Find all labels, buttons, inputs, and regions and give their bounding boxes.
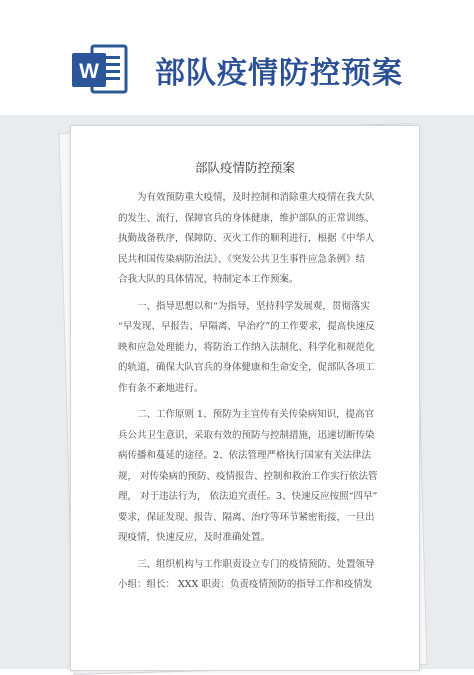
text-line: 病传播和蔓延的途径。2、依法管理严格执行国家有关法律法 bbox=[118, 450, 372, 461]
document-body bbox=[118, 158, 378, 602]
text-line: 规， 对传染病的预防、疫情报告、控制和救治工作实行依法管 bbox=[118, 470, 378, 482]
text-line: 理， 对于违法行为， 依法追究责任。3、快速反应按照“四早” bbox=[118, 491, 378, 502]
paragraph-guiding-ideology bbox=[118, 297, 375, 400]
text-line: 现疫情，快速反应，及时准确处置。 bbox=[118, 532, 271, 543]
banner-title: 部队疫情防控预案 bbox=[155, 56, 403, 91]
document-title: 部队疫情防控预案 bbox=[194, 160, 295, 175]
paragraph-intro bbox=[118, 188, 375, 291]
text-line: “早发现、早报告、早隔离、早治疗”的工作要求，提高快速反 bbox=[118, 321, 375, 332]
text-line: 民共和国传染病防治法》、《突发公共卫生事件应急条例》结 bbox=[118, 253, 366, 265]
text-line: 一、指导思想以和“为指导，坚持科学发展观，贯彻落实 bbox=[137, 300, 370, 312]
text-line: 映和应急处理能力，将防治工作纳入法制化、科学化和规范化 bbox=[118, 341, 375, 353]
preview-banner bbox=[0, 0, 474, 115]
text-line: 兵公共卫生意识，采取有效的预防与控制措施，迅速切断传染 bbox=[118, 429, 375, 441]
text-line: 要求，保证发现、报告、隔离、治疗等环节紧密衔接，一旦出 bbox=[118, 511, 375, 523]
text-line: 小组：组长： XXX 职责：负责疫情预防的指导工作和疫情发 bbox=[118, 579, 373, 590]
text-line: 三、组织机构与工作职责设立专门的疫情预防、处置领导 bbox=[137, 558, 375, 570]
text-line: 二、工作原则 1、预防为主宣传有关传染病知识，提高官 bbox=[137, 409, 375, 420]
text-line: 为有效预防重大疫情，及时控制和消除重大疫情在我大队 bbox=[137, 192, 375, 203]
word-icon bbox=[70, 40, 128, 98]
paragraph-work-principles bbox=[118, 405, 378, 549]
text-line: 执勤战备秩序，保障防、灭火工作的顺利进行，根据《中华人 bbox=[118, 233, 375, 244]
text-line: 的发生、流行，保障官兵的身体健康，维护部队的正常训练、 bbox=[118, 212, 375, 224]
text-line: 作有条不紊地进行。 bbox=[118, 382, 204, 394]
paragraph-organization bbox=[118, 555, 375, 596]
text-line: 合我大队的具体情况，特制定本工作预案。 bbox=[118, 274, 299, 285]
text-line: 的轨道，确保大队官兵的身体健康和生命安全，促部队各项工 bbox=[118, 362, 375, 373]
word-icon-letter: W bbox=[79, 60, 99, 83]
